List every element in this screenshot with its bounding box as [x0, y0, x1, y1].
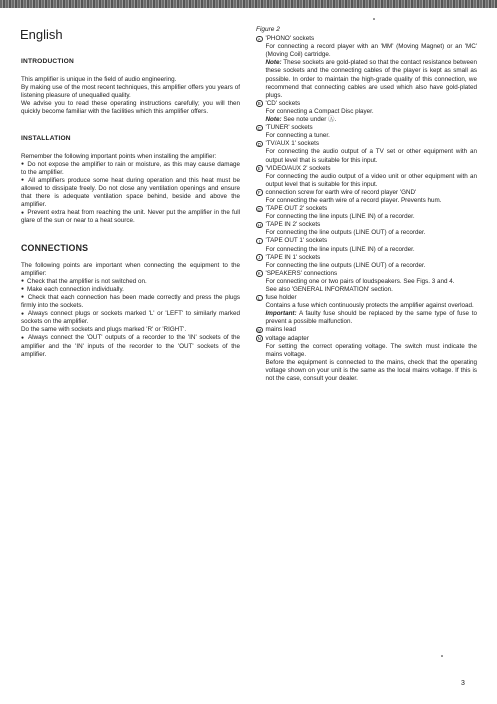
note-label: Note:: [265, 59, 282, 67]
note-text: These sockets are gold-plated so that the contact resistance between these sockets and the connecting cables of the player is kept as small as possible. In order to maintain the high-grade quality of this connection, we recommend that connecting cables are used which also have gold-plated plugs.: [265, 59, 477, 99]
connections-bullet: ● Check that each connection has been made correctly and press the plugs firmly into the sockets.: [21, 294, 240, 310]
circled-letter-icon: J: [256, 254, 263, 261]
socket-note: [256, 116, 477, 124]
socket-description: For connecting the line outputs (LINE OUT) of a recorder.: [265, 261, 426, 269]
page-number: 3: [461, 680, 465, 687]
socket-label: 'PHONO' sockets: [265, 35, 315, 43]
socket-label: 'SPEAKERS' connections: [265, 269, 338, 277]
socket-item: [256, 165, 477, 173]
socket-description: For connecting the line outputs (LINE OUT) of a recorder.: [265, 229, 426, 237]
socket-description: For connecting the audio output of a TV set or other equipment with an output level that is suitable for this input.: [265, 148, 477, 164]
socket-item: [256, 35, 477, 43]
socket-list: [256, 35, 477, 383]
socket-description: For connecting the audio output of a video unit or other equipment with an output level that is suitable for this input.: [265, 172, 477, 188]
socket-item: [256, 100, 477, 108]
socket-description: For connecting the line inputs (LINE IN) of a recorder.: [265, 213, 415, 221]
circled-letter-icon: M: [257, 327, 262, 333]
introduction-heading: INTRODUCTION: [21, 58, 74, 65]
socket-description: Before the equipment is connected to the mains, check that the operating voltage shown on your unit is the same as the local mains voltage. If this is not the case, consult your dealer.: [265, 358, 477, 383]
installation-bullet: ● Do not expose the amplifier to rain or moisture, as this may cause damage to the amplifier.: [21, 161, 240, 177]
circled-letter-icon: C: [257, 125, 261, 131]
socket-description: For setting the correct operating voltage. The switch must indicate the mains voltage.: [265, 342, 477, 358]
socket-note: [256, 59, 477, 99]
connections-intro: The following points are important when connecting the equipment to the amplifier:: [21, 261, 240, 277]
socket-description: Contains a fuse which continuously protects the amplifier against overload.: [265, 302, 474, 310]
socket-label: 'TUNER' sockets: [265, 124, 313, 132]
socket-label: 'CD' sockets: [265, 99, 301, 107]
connections-bullet: ● Check that the amplifier is not switched on.: [21, 278, 240, 286]
left-column: [21, 58, 240, 359]
connections-bullet: ● Always connect the 'OUT' outputs of a recorder to the 'IN' sockets of the amplifier and the 'IN' inputs of the recorder to the 'OUT' sockets of the amplifier.: [21, 334, 240, 358]
socket-item: [256, 294, 477, 302]
note-label: Note:: [265, 116, 282, 124]
circled-letter-icon: I: [256, 238, 263, 245]
connections-bullet: ● Make each connection individually.: [21, 286, 240, 294]
socket-label: 'TAPE OUT 1' sockets: [265, 237, 328, 245]
socket-description: For connecting the line inputs (LINE IN) of a recorder.: [265, 245, 415, 253]
socket-item: [256, 335, 477, 343]
language-heading: English: [20, 27, 63, 42]
intro-paragraph: We advise you to read these operating instructions carefully; you will then quickly become familiar with the facilities which this amplifier offers.: [21, 100, 240, 116]
installation-intro: Remember the following important points when installing the amplifier:: [21, 152, 217, 160]
circled-letter-icon: B: [257, 101, 261, 107]
intro-paragraph: By making use of the most recent techniques, this amplifier offers you years of listening pleasure of unequalled quality.: [21, 84, 240, 100]
socket-label: mains lead: [265, 326, 296, 334]
socket-label: 'TAPE IN 1' sockets: [265, 253, 321, 261]
socket-label: 'TAPE OUT 2' sockets: [265, 205, 328, 213]
socket-description: See also 'GENERAL INFORMATION' section.: [265, 286, 393, 293]
socket-item: [256, 205, 477, 213]
circled-letter-icon: A: [257, 36, 261, 42]
socket-note: [256, 310, 477, 326]
note-label: Important:: [265, 310, 297, 318]
connections-bullet: ● Always connect plugs or sockets marked 'L' or 'LEFT' to similarly marked sockets on the amplifier.: [21, 310, 240, 326]
circled-letter-icon: H: [257, 222, 261, 228]
socket-item: [256, 254, 477, 262]
socket-description: For connecting the earth wire of a record player. Prevents hum.: [265, 196, 442, 204]
circled-letter-icon: L: [256, 295, 263, 302]
socket-label: 'TAPE IN 2' sockets: [265, 221, 321, 229]
circled-letter-icon: E: [257, 166, 261, 172]
socket-item: [256, 270, 477, 278]
socket-label: connection screw for earth wire of record player 'GND': [265, 188, 417, 196]
socket-item: [256, 237, 477, 245]
installation-bullet: ● All amplifiers produce some heat during operation and this heat must be allowed to dissipate freely. Do not close any ventilation openings and ensure that there is adequate ventilation space behind, beside and above the amplifier.: [21, 177, 240, 209]
connections-heading: CONNECTIONS: [21, 242, 89, 253]
circled-letter-icon: N: [257, 336, 261, 342]
socket-label: voltage adapter: [265, 334, 309, 342]
figure-caption: Figure 2: [256, 26, 280, 33]
socket-description: For connecting a Compact Disc player.: [265, 107, 374, 115]
socket-item: [256, 140, 477, 148]
note-text: See note under Ⓐ.: [283, 116, 337, 124]
socket-label: fuse holder: [265, 294, 297, 302]
socket-item: [256, 189, 477, 197]
circled-letter-icon: K: [257, 271, 261, 277]
socket-description: For connecting a record player with an 'MM' (Moving Magnet) or an 'MC' (Moving Coil) cartridge.: [265, 43, 477, 59]
socket-item: [256, 124, 477, 132]
circled-letter-icon: D: [257, 141, 261, 147]
socket-description: For connecting one or two pairs of loudspeakers. See Figs. 3 and 4.: [265, 277, 455, 285]
socket-item: [256, 221, 477, 229]
right-column: [256, 26, 477, 383]
note-text: A faulty fuse should be replaced by the same type of fuse to prevent a possible malfunction.: [265, 310, 478, 326]
intro-paragraph: This amplifier is unique in the field of audio engineering.: [21, 76, 177, 84]
socket-label: 'VIDEO/AUX 2' sockets: [265, 164, 331, 172]
connections-extra: Do the same with sockets and plugs marked 'R' or 'RIGHT'.: [21, 326, 187, 334]
installation-heading: INSTALLATION: [21, 134, 71, 142]
socket-label: 'TV/AUX 1' sockets: [265, 140, 319, 148]
scan-speck: [441, 655, 443, 657]
circled-letter-icon: F: [257, 190, 261, 196]
socket-item: [256, 326, 477, 334]
scan-speck: [373, 18, 375, 20]
scan-top-edge: [0, 0, 497, 8]
installation-bullet: ● Prevent extra heat from reaching the unit. Never put the amplifier in the full glare of the sun or near to a heat source.: [21, 209, 240, 225]
socket-description: For connecting a tuner.: [265, 132, 330, 140]
circled-letter-icon: G: [257, 206, 261, 212]
